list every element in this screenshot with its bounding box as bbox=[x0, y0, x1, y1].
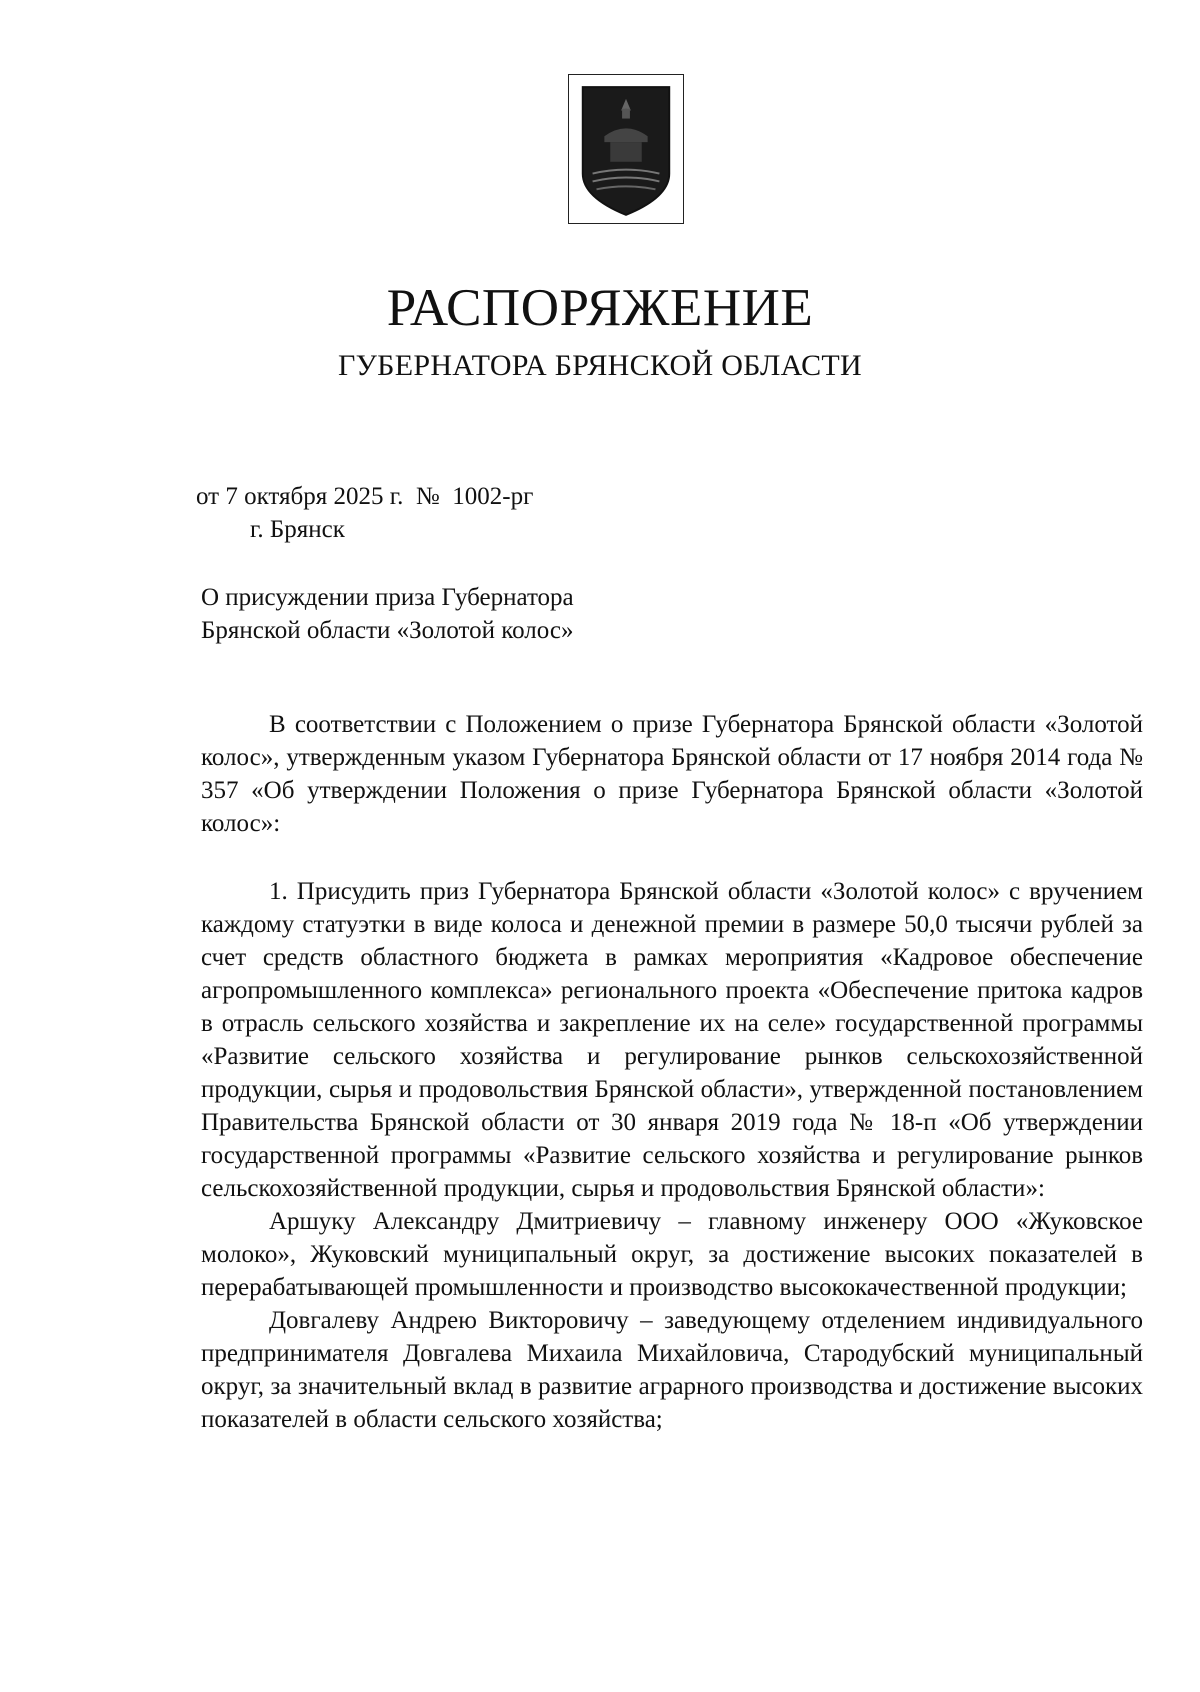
item-1-paragraph: 1. Присудить приз Губернатора Брянской области «Золотой колос» с вручением каждому статуэтки в виде колоса и денежной премии в размере 50,0 тысячи рублей за счет средств областного бюджета в рамках мероприятия «Кадровое обеспечение агропромышленного комплекса» регионального проекта «Обеспечение притока кадров в отрасль сельского хозяйства и закрепление их на селе» государственной программы «Развитие сельского хозяйства и регулирование рынков сельскохозяйственной продукции, сырья и продовольствия Брянской области», утвержденной постановлением Правительства Брянской области от 30 января 2019 года № 18-п «Об утверждении государственной программы «Развитие сельского хозяйства и регулирование рынков сельскохозяйственной продукции, сырья и продовольствия Брянской области»: bbox=[201, 878, 1143, 1202]
subject-line-2: Брянской области «Золотой колос» bbox=[201, 617, 574, 644]
coat-of-arms-emblem bbox=[568, 74, 684, 224]
date-and-number: от 7 октября 2025 г. № 1002-рг bbox=[196, 483, 534, 510]
bryansk-coat-of-arms-icon bbox=[569, 75, 683, 223]
document-body bbox=[201, 708, 1143, 1436]
document-subtitle: ГУБЕРНАТОРА БРЯНСКОЙ ОБЛАСТИ bbox=[338, 349, 862, 382]
awardee-paragraph-1: Аршуку Александру Дмитриевичу – главному инженеру ООО «Жуковское молоко», Жуковский муниципальный округ, за достижение высоких показателей в перерабатывающей промышленности и производство высококачественной продукции; bbox=[201, 1208, 1143, 1301]
preamble-paragraph: В соответствии с Положением о призе Губернатора Брянской области «Золотой колос», утвержденным указом Губернатора Брянской области от 17 ноября 2014 года № 357 «Об утверждении Положения о призе Губернатора Брянской области «Золотой колос»: bbox=[201, 711, 1143, 837]
document-title: РАСПОРЯЖЕНИЕ bbox=[386, 279, 814, 337]
city: г. Брянск bbox=[250, 516, 345, 543]
subject-heading bbox=[201, 581, 574, 647]
awardee-paragraph-2: Довгалеву Андрею Викторовичу – заведующему отделением индивидуального предпринимателя Довгалева Михаила Михайловича, Стародубский муниципальный округ, за значительный вклад в развитие аграрного производства и достижение высоких показателей в области сельского хозяйства; bbox=[201, 1307, 1143, 1433]
subject-line-1: О присуждении приза Губернатора bbox=[201, 584, 574, 611]
